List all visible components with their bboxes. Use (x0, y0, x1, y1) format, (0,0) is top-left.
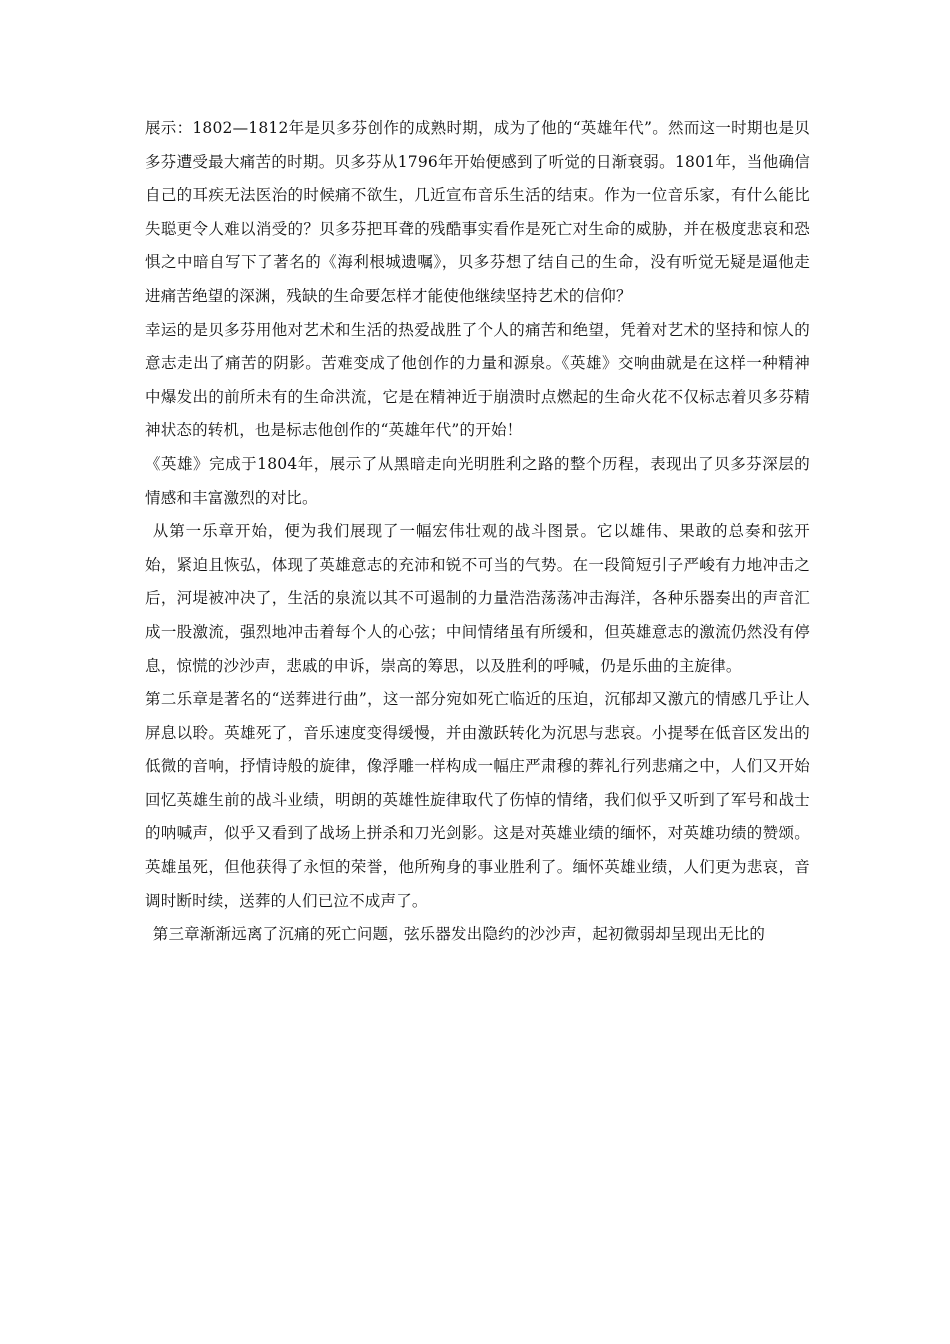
paragraph-third-movement: 第三章渐渐远离了沉痛的死亡问题，弦乐器发出隐约的沙沙声，起初微弱却呈现出无比的 (152, 925, 766, 944)
paragraph-completion: 《英雄》完成于1804年，展示了从黑暗走向光明胜利之路的整个历程，表现出了贝多芬深层的情感和丰富激烈的对比。 (145, 454, 810, 507)
body-text (145, 112, 810, 952)
paragraph-second-movement: 第二乐章是著名的“送葬进行曲”，这一部分宛如死亡临近的压迫，沉郁却又激亢的情感几乎让人屏息以聆。英雄死了，音乐速度变得缓慢，并由激跃转化为沉思与悲哀。小提琴在低音区发出的低微的音响，抒情诗般的旋律，像浮雕一样构成一幅庄严肃穆的葬礼行列悲痛之中，人们又开始回忆英雄生前的战斗业绩，明朗的英雄性旋律取代了伤悼的情绪，我们似乎又听到了军号和战士的呐喊声，似乎又看到了战场上拼杀和刀光剑影。这是对英雄业绩的缅怀，对英雄功绩的赞颂。英雄虽死，但他获得了永恒的荣誉，他所殉身的事业胜利了。缅怀英雄业绩，人们更为悲哀，音调时断时续，送葬的人们已泣不成声了。 (145, 690, 810, 910)
paragraph-fortune: 幸运的是贝多芬用他对艺术和生活的热爱战胜了个人的痛苦和绝望，凭着对艺术的坚持和惊人的意志走出了痛苦的阴影。苦难变成了他创作的力量和源泉。《英雄》交响曲就是在这样一种精神中爆发出的前所未有的生命洪流，它是在精神近于崩溃时点燃起的生命火花不仅标志着贝多芬精神状态的转机，也是标志他创作的“英雄年代”的开始！ (145, 320, 810, 440)
paragraph-intro: 展示：1802—1812年是贝多芬创作的成熟时期，成为了他的“英雄年代”。然而这一时期也是贝多芬遭受最大痛苦的时期。贝多芬从1796年开始便感到了听觉的日渐衰弱。1801年，当他确信自己的耳疾无法医治的时候痛不欲生，几近宣布音乐生活的结束。作为一位音乐家，有什么能比失聪更令人难以消受的？贝多芬把耳聋的残酷事实看作是死亡对生命的威胁，并在极度悲哀和恐惧之中暗自写下了著名的《海利根城遗嘱》，贝多芬想了结自己的生命，没有听觉无疑是逼他走进痛苦绝望的深渊，残缺的生命要怎样才能使他继续坚持艺术的信仰？ (145, 119, 810, 305)
paragraph-first-movement: 从第一乐章开始，便为我们展现了一幅宏伟壮观的战斗图景。它以雄伟、果敢的总奏和弦开始，紧迫且恢弘，体现了英雄意志的充沛和锐不可当的气势。在一段简短引子严峻有力地冲击之后，河堤被冲决了，生活的泉流以其不可遏制的力量浩浩荡荡冲击海洋，各种乐器奏出的声音汇成一股激流，强烈地冲击着每个人的心弦；中间情绪虽有所缓和，但英雄意志的激流仍然没有停息，惊慌的沙沙声，悲戚的申诉，崇高的筹思，以及胜利的呼喊，仍是乐曲的主旋律。 (145, 522, 810, 675)
